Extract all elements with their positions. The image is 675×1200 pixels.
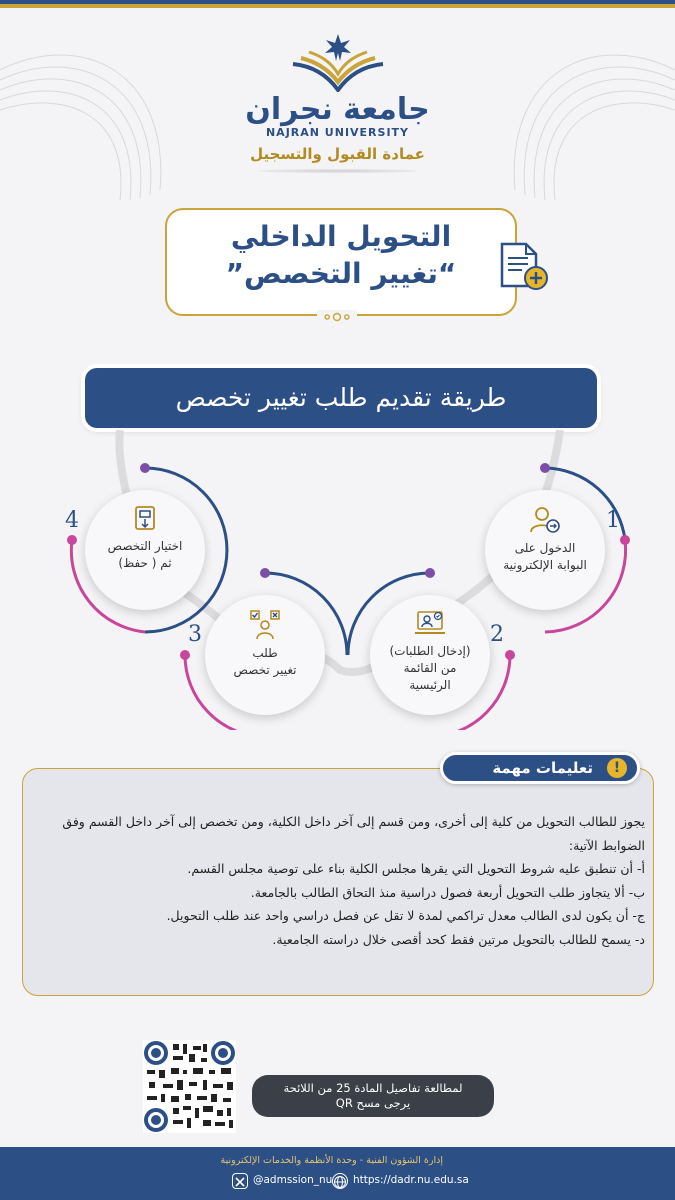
university-name-ar: جامعة نجران	[245, 92, 430, 127]
page-subtitle: “تغيير التخصص”	[225, 257, 457, 290]
instructions-intro: يجوز للطالب التحويل من كلية إلى أخرى، ومن قسم إلى آخر داخل الكلية، ومن تخصص إلى آخر داخل القسم وفق الضوابط الآتية:	[62, 814, 645, 853]
qr-note-line2: يرجى مسح QR	[335, 1096, 411, 1110]
laptop-user-icon	[413, 609, 447, 639]
step-2	[370, 595, 490, 715]
document-add-icon	[498, 240, 552, 294]
step-4	[85, 490, 205, 610]
step-1-number: 1	[606, 508, 620, 533]
qr-instructions	[252, 1075, 494, 1117]
step-3-line2: تغيير تخصص	[233, 663, 297, 677]
qr-code[interactable]	[143, 1040, 236, 1133]
rule-item: ب- ألا يتجاوز طلب التحويل أربعة فصول دراسية منذ التحاق الطالب بالجامعة.	[250, 884, 645, 900]
university-logo	[200, 30, 475, 173]
deanship-name: عمادة القبول والتسجيل	[250, 145, 425, 163]
step-4-line1: اختيار التخصص	[107, 539, 183, 553]
user-login-icon	[529, 504, 561, 536]
step-3	[205, 595, 325, 715]
step-3-number: 3	[188, 622, 202, 647]
twitter-handle-link[interactable]: @admssion_nu	[253, 1174, 333, 1186]
step-3-line1: طلب	[252, 646, 278, 660]
footer-department: إدارة الشؤون الفنية - وحدة الأنظمة والخدمات الإلكترونية	[220, 1155, 443, 1166]
decorative-swirl-right	[485, 10, 675, 200]
website-link[interactable]: https://dadr.nu.edu.sa	[353, 1174, 469, 1186]
step-2-number: 2	[490, 622, 504, 647]
save-file-icon	[130, 504, 160, 534]
title-box	[165, 208, 517, 316]
globe-icon[interactable]	[332, 1173, 348, 1189]
warning-icon: !	[607, 758, 627, 778]
step-1-line1: الدخول على	[514, 541, 576, 555]
page-title: التحويل الداخلي	[230, 220, 452, 253]
qr-note-line1: لمطالعة تفاصيل المادة 25 من اللائحة	[283, 1081, 463, 1095]
rule-item: د- يسمح للطالب بالتحويل مرتين فقط كحد أقصى خلال دراسته الجامعية.	[272, 931, 645, 947]
step-2-line1: (إدخال الطلبات)	[389, 644, 471, 658]
decorative-swirl-left	[0, 10, 190, 200]
ornament-dots	[317, 310, 357, 324]
top-stripe	[0, 0, 675, 8]
najran-emblem-icon	[283, 30, 393, 92]
step-2-line3: الرئيسية	[409, 678, 451, 692]
instructions-tag	[440, 752, 640, 784]
instructions-text	[40, 810, 645, 951]
university-name-en: NAJRAN UNIVERSITY	[265, 126, 410, 139]
procedure-banner: طريقة تقديم طلب تغيير تخصص	[85, 368, 597, 428]
choice-person-icon	[249, 609, 281, 641]
instructions-tag-label: تعليمات مهمة	[492, 759, 593, 777]
step-2-line2: من القائمة	[403, 661, 457, 675]
step-1-line2: البوابة الإلكترونية	[503, 558, 587, 572]
footer	[0, 1147, 675, 1200]
x-twitter-icon[interactable]	[232, 1173, 248, 1189]
step-4-line2: ثم ( حفظ)	[118, 556, 172, 570]
step-1	[485, 490, 605, 610]
step-4-number: 4	[65, 508, 79, 533]
rule-item: أ- أن تنطبق عليه شروط التحويل التي يقرها مجلس الكلية بناء على توصية مجلس القسم.	[187, 861, 645, 876]
rule-item: ج- أن يكون لدى الطالب معدل تراكمي لمدة لا تقل عن فصل دراسي واحد عند طلب التحويل.	[166, 908, 645, 923]
